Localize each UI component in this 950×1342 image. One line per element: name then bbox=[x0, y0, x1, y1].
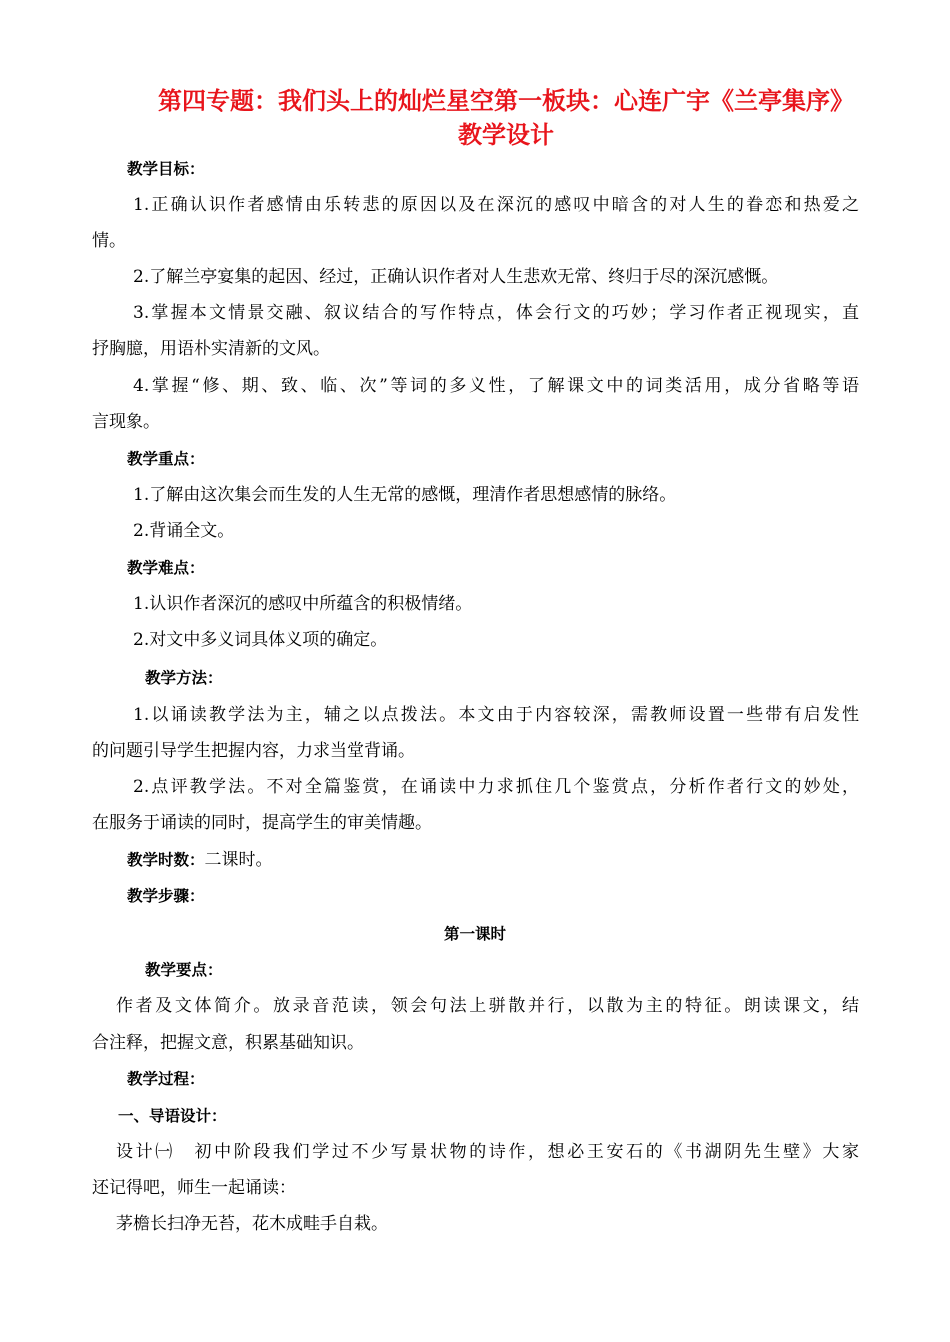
design-1-line-2: 还记得吧，师生一起诵读： bbox=[92, 1178, 296, 1198]
hours-line bbox=[127, 848, 273, 872]
poem-line-1: 茅檐长扫净无苔，花木成畦手自栽。 bbox=[116, 1214, 388, 1234]
lesson-points-line-1: 作者及文体简介。放录音范读，领会句法上骈散并行，以散为主的特征。朗读课文，结 bbox=[116, 996, 859, 1016]
goal-3-line-2: 抒胸臆，用语朴实清新的文风。 bbox=[92, 339, 330, 359]
hours-value: 二课时。 bbox=[204, 850, 273, 870]
lesson-points-heading: 教学要点： bbox=[145, 961, 223, 979]
goal-4-line-2: 言现象。 bbox=[92, 412, 160, 432]
goal-4-line-1: 4.掌握“修、期、致、临、次”等词的多义性，了解课文中的词类活用，成分省略等语 bbox=[133, 376, 859, 396]
goal-1-line-1: 1.正确认识作者感情由乐转悲的原因以及在深沉的感叹中暗含的对人生的眷恋和热爱之 bbox=[133, 195, 859, 215]
process-heading: 教学过程： bbox=[127, 1070, 205, 1088]
steps-heading: 教学步骤： bbox=[127, 887, 205, 905]
method-2-line-2: 在服务于诵读的同时，提高学生的审美情趣。 bbox=[92, 813, 432, 833]
method-2-line-1: 2.点评教学法。不对全篇鉴赏，在诵读中力求抓住几个鉴赏点，分析作者行文的妙处， bbox=[133, 777, 859, 797]
difficulty-1: 1.认识作者深沉的感叹中所蕴含的积极情绪。 bbox=[133, 594, 473, 614]
goal-2: 2.了解兰亭宴集的起因、经过，正确认识作者对人生悲欢无常、终归于尽的深沉感慨。 bbox=[133, 267, 779, 287]
method-1-line-1: 1.以诵读教学法为主，辅之以点拨法。本文由于内容较深，需教师设置一些带有启发性 bbox=[133, 705, 859, 725]
hours-heading: 教学时数： bbox=[127, 851, 205, 869]
key-points-heading: 教学重点： bbox=[127, 450, 205, 468]
design-1-line-1: 设计㈠ 初中阶段我们学过不少写景状物的诗作，想必王安石的《书湖阴先生壁》大家 bbox=[116, 1142, 859, 1162]
key-point-2: 2.背诵全文。 bbox=[133, 521, 235, 541]
goals-heading: 教学目标： bbox=[127, 160, 205, 178]
lesson-1-heading: 第一课时 bbox=[443, 925, 506, 943]
intro-design-heading: 一、导语设计： bbox=[118, 1107, 227, 1125]
method-heading: 教学方法： bbox=[145, 669, 223, 687]
goal-1-line-2: 情。 bbox=[92, 231, 126, 251]
difficulty-2: 2.对文中多义词具体义项的确定。 bbox=[133, 630, 388, 650]
document-title: 第四专题：我们头上的灿烂星空第一板块：心连广宇《兰亭集序》教学设计 bbox=[158, 87, 854, 149]
method-1-line-2: 的问题引导学生把握内容，力求当堂背诵。 bbox=[92, 741, 415, 761]
difficulty-heading: 教学难点： bbox=[127, 559, 205, 577]
key-point-1: 1.了解由这次集会而生发的人生无常的感慨，理清作者思想感情的脉络。 bbox=[133, 485, 677, 505]
lesson-points-line-2: 合注释，把握文意，积累基础知识。 bbox=[92, 1033, 364, 1053]
goal-3-line-1: 3.掌握本文情景交融、叙议结合的写作特点，体会行文的巧妙；学习作者正视现实，直 bbox=[133, 303, 859, 323]
